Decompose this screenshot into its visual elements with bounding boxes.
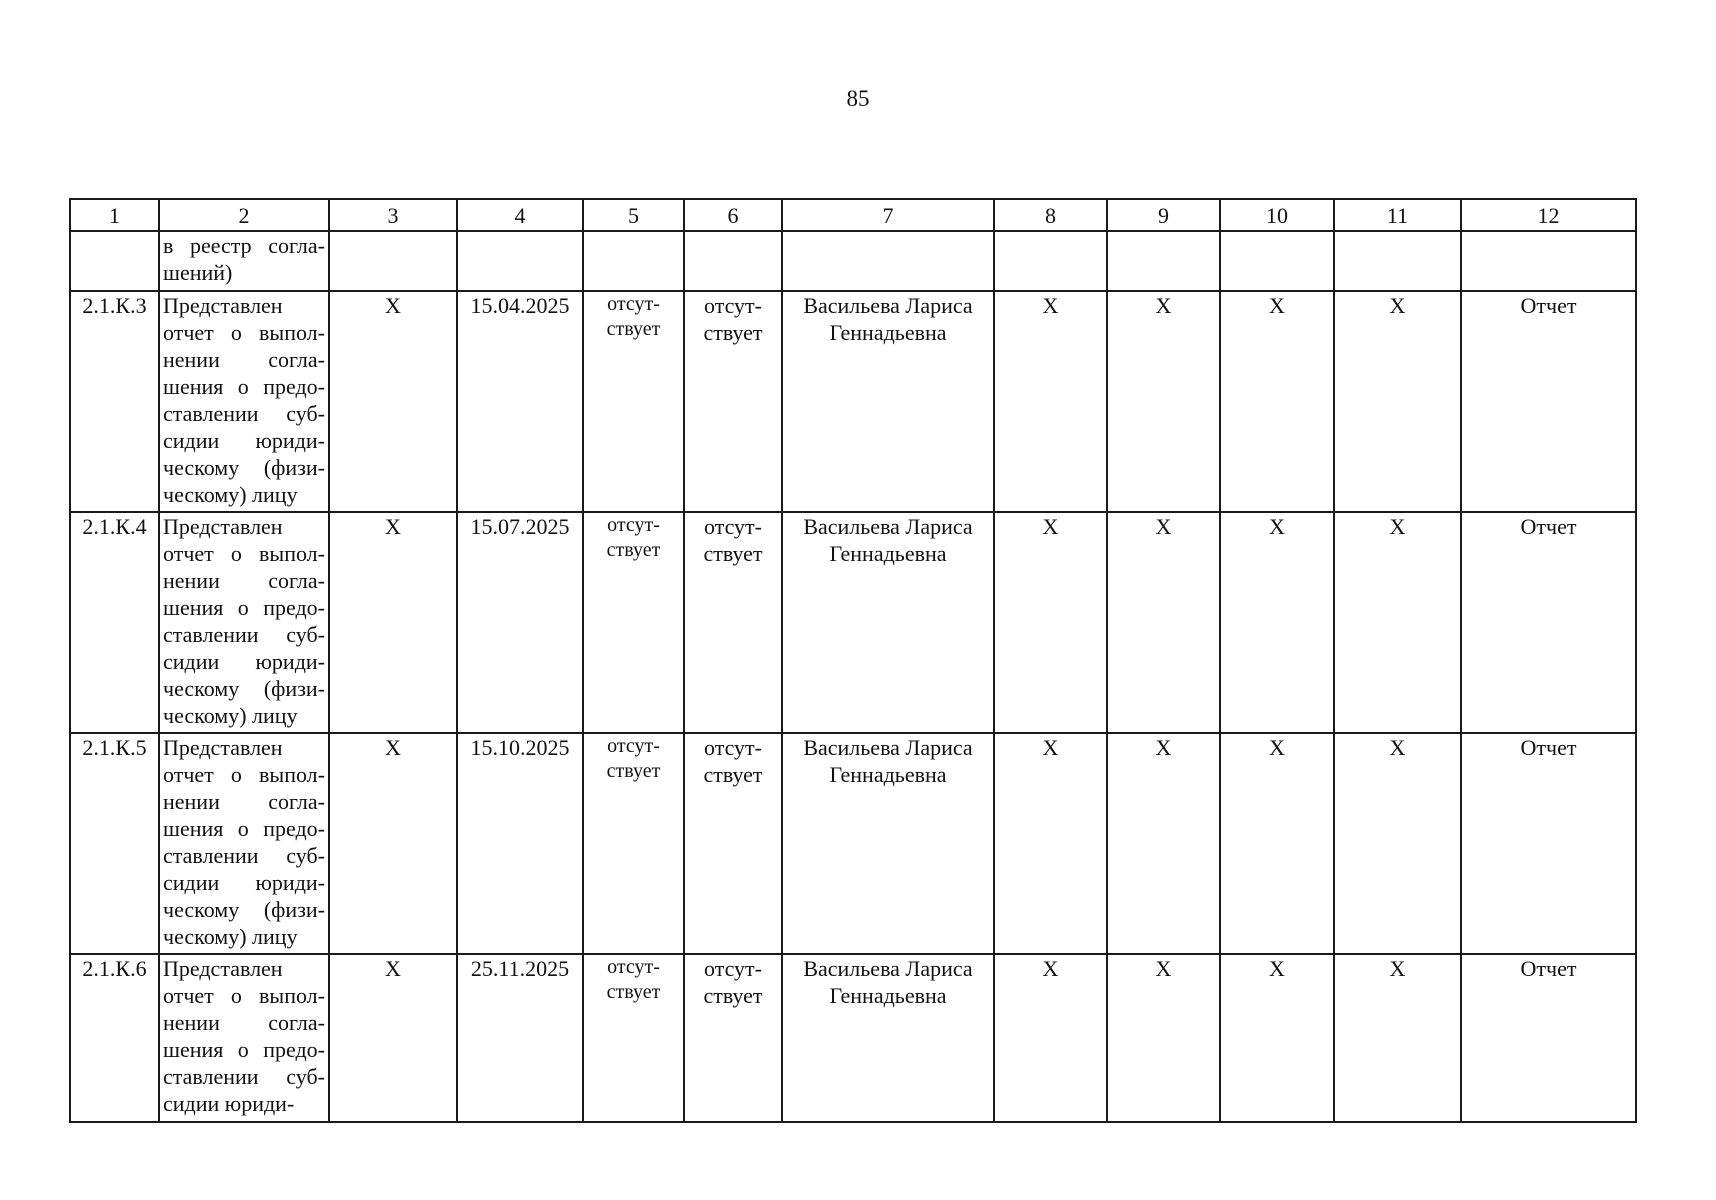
description-line: нении согла-	[163, 568, 325, 593]
column-header: 4	[457, 199, 583, 231]
date: 25.11.2025	[470, 956, 570, 981]
status-line: отсут-	[607, 293, 660, 315]
description-line: ставлении суб-	[163, 401, 325, 426]
mark: X	[1389, 735, 1406, 760]
mark: X	[1389, 293, 1406, 318]
person-name-line: Васильева Лариса	[803, 293, 973, 318]
description-line: нении согла-	[163, 347, 325, 372]
status-line: отсут-	[607, 735, 660, 757]
mark: X	[1389, 956, 1406, 981]
table-cell	[583, 231, 684, 291]
description-line: ставлении суб-	[163, 1064, 325, 1089]
mark-cell	[329, 512, 457, 733]
mark-cell	[994, 291, 1107, 512]
mark-cell	[329, 733, 457, 954]
date: 15.07.2025	[470, 514, 570, 539]
mark-cell	[1107, 954, 1220, 1122]
description-line: ческому) лицу	[163, 924, 298, 949]
status-line: ствует	[606, 318, 661, 340]
person-name-line: Геннадьевна	[829, 983, 947, 1008]
status-line: ствует	[703, 983, 763, 1008]
status-line: ствует	[703, 320, 763, 345]
mark-cell	[1220, 733, 1334, 954]
status-cell	[583, 733, 684, 954]
table-cell	[1461, 231, 1636, 291]
description-line: шения о предо-	[163, 595, 325, 620]
document-type: Отчет	[1520, 956, 1577, 981]
mark-cell	[1334, 954, 1461, 1122]
description-line: ческому) лицу	[163, 703, 298, 728]
column-header: 8	[994, 199, 1107, 231]
mark-cell	[1107, 733, 1220, 954]
description-line: шений)	[163, 260, 233, 285]
mark: X	[1155, 293, 1172, 318]
description-cell	[159, 512, 329, 733]
status-cell	[684, 733, 782, 954]
table-cell	[1334, 231, 1461, 291]
mark: X	[1269, 293, 1285, 318]
document-table	[69, 198, 1637, 1123]
description-line: шения о предо-	[163, 816, 325, 841]
description-line: ставлении суб-	[163, 622, 325, 647]
document-type-cell	[1461, 291, 1636, 512]
mark: X	[1269, 956, 1285, 981]
person-name-line: Васильева Лариса	[803, 735, 973, 760]
status-cell	[583, 512, 684, 733]
mark: X	[1389, 514, 1406, 539]
status-line: ствует	[606, 760, 661, 782]
description-line: сидии юриди-	[163, 1091, 295, 1116]
description-line: нении согла-	[163, 789, 325, 814]
description-line: Представлен	[163, 293, 283, 318]
column-header: 2	[159, 199, 329, 231]
column-header: 1	[70, 199, 159, 231]
mark: X	[1155, 735, 1172, 760]
mark: X	[1042, 956, 1059, 981]
description-cell	[159, 231, 329, 291]
status-cell	[684, 291, 782, 512]
mark: X	[1269, 514, 1285, 539]
mark: X	[385, 293, 401, 318]
status-line: ствует	[703, 762, 763, 787]
responsible-person-cell	[782, 733, 994, 954]
mark: X	[1269, 735, 1285, 760]
mark: X	[1042, 514, 1059, 539]
table-row	[70, 733, 1636, 954]
description-line: отчет о выпол-	[163, 983, 325, 1008]
mark-cell	[1220, 291, 1334, 512]
table-row	[70, 954, 1636, 1122]
mark-cell	[994, 733, 1107, 954]
status-cell	[684, 512, 782, 733]
mark-cell	[1334, 291, 1461, 512]
status-line: ствует	[703, 541, 763, 566]
column-header: 3	[329, 199, 457, 231]
column-header: 5	[583, 199, 684, 231]
row-number-cell	[70, 733, 159, 954]
table-cell	[684, 231, 782, 291]
date: 15.04.2025	[470, 293, 570, 318]
person-name-line: Геннадьевна	[829, 320, 947, 345]
person-name-line: Геннадьевна	[829, 762, 947, 787]
mark-cell	[994, 954, 1107, 1122]
document-type: Отчет	[1520, 735, 1577, 760]
document-type: Отчет	[1520, 514, 1577, 539]
status-line: ствует	[606, 539, 661, 561]
responsible-person-cell	[782, 512, 994, 733]
status-line: отсут-	[703, 293, 762, 318]
person-name-line: Геннадьевна	[829, 541, 947, 566]
description-line: отчет о выпол-	[163, 320, 325, 345]
description-line: шения о предо-	[163, 374, 325, 399]
description-cell	[159, 954, 329, 1122]
mark: X	[1042, 293, 1059, 318]
mark: X	[385, 514, 401, 539]
mark: X	[1155, 514, 1172, 539]
date-cell	[457, 291, 583, 512]
column-header: 9	[1107, 199, 1220, 231]
mark-cell	[1107, 512, 1220, 733]
column-number-header-row	[70, 199, 1636, 231]
table-cell	[329, 231, 457, 291]
continuation-row	[70, 231, 1636, 291]
page-number: 85	[846, 86, 870, 111]
description-line: ческому (физи-	[163, 455, 325, 480]
document-type-cell	[1461, 733, 1636, 954]
description-line: нении согла-	[163, 1010, 325, 1035]
table-row	[70, 512, 1636, 733]
status-line: отсут-	[703, 514, 762, 539]
mark: X	[385, 956, 401, 981]
table-cell	[1107, 231, 1220, 291]
description-line: ческому (физи-	[163, 897, 325, 922]
description-line: Представлен	[163, 956, 283, 981]
document-type-cell	[1461, 512, 1636, 733]
document-type-cell	[1461, 954, 1636, 1122]
mark-cell	[1107, 291, 1220, 512]
responsible-person-cell	[782, 291, 994, 512]
status-line: отсут-	[607, 514, 660, 536]
description-cell	[159, 733, 329, 954]
date: 15.10.2025	[470, 735, 570, 760]
row-number: 2.1.К.6	[82, 956, 147, 981]
description-line: шения о предо-	[163, 1037, 325, 1062]
mark: X	[385, 735, 401, 760]
description-line: ставлении суб-	[163, 843, 325, 868]
column-header: 6	[684, 199, 782, 231]
date-cell	[457, 512, 583, 733]
row-number-cell	[70, 954, 159, 1122]
status-line: отсут-	[703, 735, 762, 760]
mark-cell	[1334, 512, 1461, 733]
row-number-cell	[70, 512, 159, 733]
description-line: отчет о выпол-	[163, 762, 325, 787]
person-name-line: Васильева Лариса	[803, 956, 973, 981]
mark-cell	[1220, 512, 1334, 733]
mark-cell	[329, 291, 457, 512]
row-number-cell	[70, 291, 159, 512]
description-line: в реестр согла-	[163, 233, 325, 258]
table-row	[70, 291, 1636, 512]
date-cell	[457, 954, 583, 1122]
status-cell	[583, 291, 684, 512]
row-number: 2.1.К.5	[82, 735, 147, 760]
description-line: Представлен	[163, 735, 283, 760]
person-name-line: Васильева Лариса	[803, 514, 973, 539]
column-header: 10	[1220, 199, 1334, 231]
responsible-person-cell	[782, 954, 994, 1122]
row-number: 2.1.К.4	[82, 514, 147, 539]
table-cell	[457, 231, 583, 291]
status-line: ствует	[606, 981, 661, 1003]
mark-cell	[994, 512, 1107, 733]
description-line: отчет о выпол-	[163, 541, 325, 566]
description-line: ческому (физи-	[163, 676, 325, 701]
status-line: отсут-	[703, 956, 762, 981]
description-line: сидии юриди-	[163, 870, 325, 895]
column-header: 11	[1334, 199, 1461, 231]
column-header: 7	[782, 199, 994, 231]
description-line: Представлен	[163, 514, 283, 539]
column-header: 12	[1461, 199, 1636, 231]
description-line: сидии юриди-	[163, 428, 325, 453]
description-cell	[159, 291, 329, 512]
mark-cell	[1334, 733, 1461, 954]
mark-cell	[329, 954, 457, 1122]
mark: X	[1042, 735, 1059, 760]
document-type: Отчет	[1520, 293, 1577, 318]
status-cell	[583, 954, 684, 1122]
date-cell	[457, 733, 583, 954]
description-line: ческому) лицу	[163, 482, 298, 507]
table-cell	[1220, 231, 1334, 291]
mark-cell	[1220, 954, 1334, 1122]
table-cell	[70, 231, 159, 291]
row-number: 2.1.К.3	[82, 293, 147, 318]
mark: X	[1155, 956, 1172, 981]
table-cell	[782, 231, 994, 291]
status-cell	[684, 954, 782, 1122]
table-cell	[994, 231, 1107, 291]
description-line: сидии юриди-	[163, 649, 325, 674]
status-line: отсут-	[607, 956, 660, 978]
